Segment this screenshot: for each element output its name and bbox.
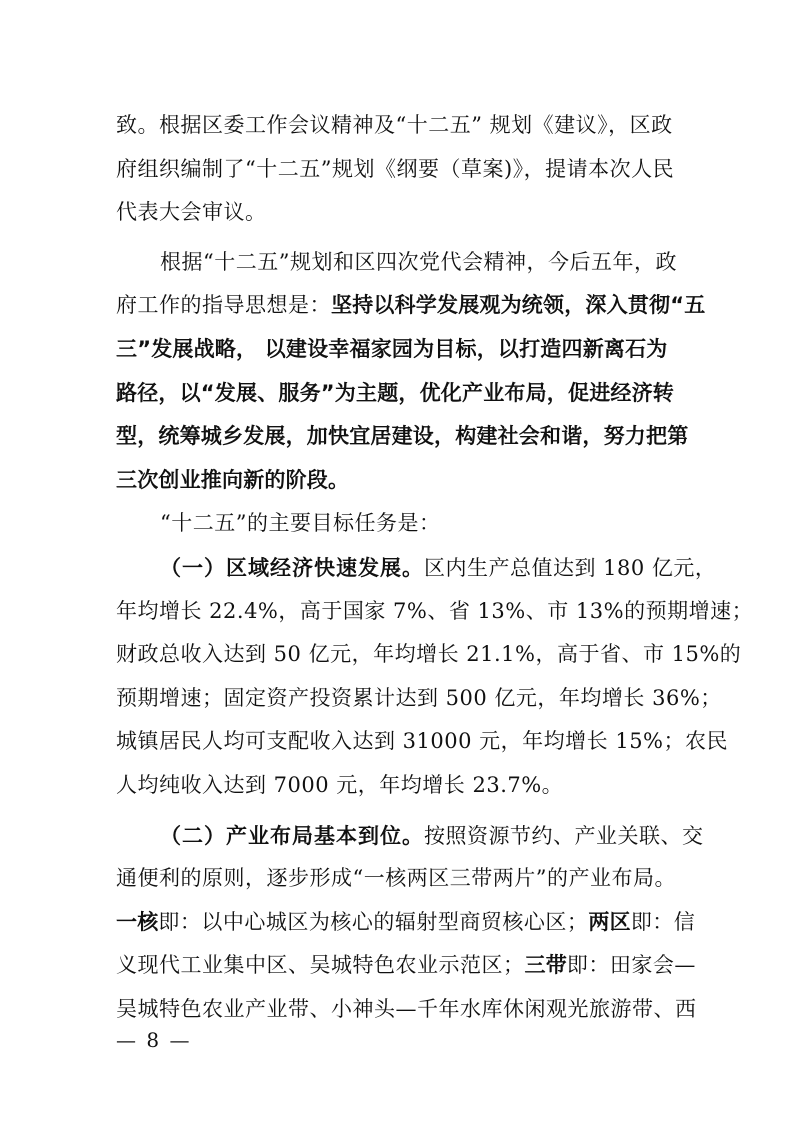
paragraph-5 bbox=[116, 814, 704, 1032]
paragraph-1 bbox=[116, 104, 681, 235]
text-line: 府组织编制了“十二五”规划《纲要（草案)》，提请本次人民 bbox=[116, 156, 675, 181]
text-run: 按照资源节约、产业关联、交 bbox=[424, 823, 704, 848]
document-body bbox=[116, 104, 754, 1031]
section-heading: （一）区域经济快速发展。 bbox=[160, 554, 424, 580]
text-run: 即：以中心城区为核心的辐射型商贸核心区； bbox=[158, 909, 589, 934]
text-run: 义现代工业集中区、吴城特色农业示范区； bbox=[116, 953, 525, 978]
term-bold: 两区 bbox=[588, 909, 631, 934]
text-line bbox=[116, 944, 696, 988]
text-line-bold: 型，统筹城乡发展，加快宜居建设，构建社会和谐，努力把第 bbox=[116, 424, 689, 449]
text-line-bold: 三次创业推向新的阶段。 bbox=[116, 467, 350, 492]
text-line: “十二五”的主要目标任务是： bbox=[160, 511, 441, 536]
text-line: 城镇居民人均可支配收入达到 31000 元，年均增长 15%；农民 bbox=[116, 729, 729, 754]
text-line: 代表大会审议。 bbox=[116, 200, 267, 225]
guiding-thought-bold: 坚持以科学发展观为统领，深入贯彻“五 bbox=[331, 293, 706, 318]
text-line: 吴城特色农业产业带、小神头—千年水库休闲观光旅游带、西 bbox=[116, 996, 697, 1021]
text-line: 预期增速；固定资产投资累计达到 500 亿元，年均增长 36%； bbox=[116, 685, 722, 710]
page-number: — 8 — bbox=[116, 1028, 192, 1052]
text-run: 即：田家会— bbox=[566, 953, 696, 978]
text-run: 府工作的指导思想是： bbox=[116, 293, 331, 318]
text-line bbox=[116, 284, 706, 328]
text-line: 年均增长 22.4%，高于国家 7%、省 13%、市 13%的预期增速； bbox=[116, 598, 754, 623]
text-run: 即：信 bbox=[630, 909, 696, 934]
text-line: 通便利的原则，逐步形成“一核两区三带两片”的产业布局。 bbox=[116, 866, 676, 891]
term-bold: 一核 bbox=[116, 909, 159, 934]
term-bold: 三带 bbox=[524, 953, 567, 978]
text-line bbox=[116, 901, 696, 945]
section-heading: （二）产业布局基本到位。 bbox=[160, 822, 424, 848]
text-line bbox=[116, 546, 717, 590]
text-line bbox=[116, 814, 704, 858]
paragraph-4 bbox=[116, 546, 754, 808]
paragraph-3 bbox=[116, 502, 681, 546]
paragraph-2 bbox=[116, 241, 706, 503]
text-line-bold: 三”发展战略， 以建设幸福家园为目标，以打造四新离石为 bbox=[116, 336, 668, 361]
text-line-bold: 路径，以“发展、服务”为主题，优化产业布局，促进经济转 bbox=[116, 380, 675, 405]
text-line: 财政总收入达到 50 亿元，年均增长 21.1%，高于省、市 15%的 bbox=[116, 642, 742, 667]
text-run: 区内生产总值达到 180 亿元， bbox=[424, 555, 717, 580]
text-line: 根据“十二五”规划和区四次党代会精神，今后五年，政 bbox=[160, 249, 677, 274]
text-line: 致。根据区委工作会议精神及“十二五” 规划《建议》，区政 bbox=[116, 113, 673, 137]
text-line: 人均纯收入达到 7000 元，年均增长 23.7%。 bbox=[116, 772, 564, 797]
